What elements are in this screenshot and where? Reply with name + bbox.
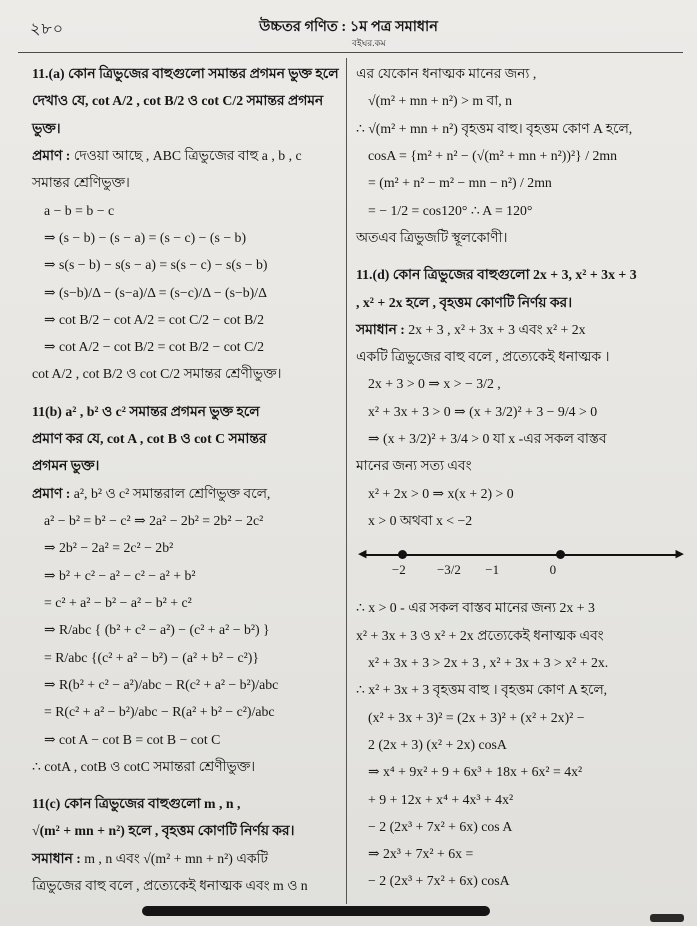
math-line: ⇒ cot B/2 − cot A/2 = cot C/2 − cot B/2 <box>44 311 265 327</box>
body-text-line: অতএব ত্রিভুজটি স্থূলকোণী। <box>356 229 508 245</box>
math-line: ⇒ cot A − cot B = cot B − cot C <box>44 731 221 747</box>
math-line: = − 1/2 = cos120° ∴ A = 120° <box>368 202 533 218</box>
math-line: 2 (2x + 3) (x² + 2x) cosA <box>368 736 507 752</box>
left-arrow-icon: ◀ <box>358 547 367 561</box>
math-line: ⇒ R/abc { (b² + c² − a²) − (c² + a² − b²) } <box>44 622 270 638</box>
math-line: ⇒ 2x³ + 7x² + 6x = <box>368 846 474 862</box>
math-line: ⇒ b² + c² − a² − c² − a² + b² <box>44 567 196 583</box>
math-line: √(m² + mn + n²) > m বা, n <box>368 93 512 109</box>
math-line: ⇒ (s−b)/Δ − (s−a)/Δ = (s−c)/Δ − (s−b)/Δ <box>44 284 267 300</box>
number-line-tick-label: 0 <box>549 562 557 578</box>
left-column <box>32 60 340 899</box>
number-line-tick-label: −3/2 <box>436 562 461 578</box>
right-arrow-icon: ▶ <box>675 547 684 561</box>
body-text-line: x² + 3x + 3 ও x² + 2x প্রত্যেকেই ধনাত্মক এবং <box>356 627 604 643</box>
math-line: a − b = b − c <box>44 202 115 218</box>
math-line: a² − b² = b² − c² ⇒ 2a² − 2b² = 2b² − 2c² <box>44 513 264 528</box>
number-line-axis <box>364 554 678 556</box>
body-text-line: cot A/2 , cot B/2 ও cot C/2 সমান্তর শ্রেণীভুক্ত। <box>32 366 282 382</box>
scan-shadow-bar <box>142 906 490 916</box>
right-column <box>356 60 684 895</box>
number-line-diagram <box>360 542 682 590</box>
math-line: x² + 3x + 3 > 2x + 3 , x² + 3x + 3 > x² + 2x. <box>368 654 609 670</box>
body-text-line: এর যেকোন ধনাত্মক মানের জন্য , <box>356 66 537 81</box>
problem-heading-line: প্রগমন ভুক্ত। <box>32 458 100 474</box>
body-text-line: সমান্তর শ্রেণিভুক্ত। <box>32 175 130 191</box>
body-text-line: ত্রিভুজের বাহু বলে , প্রত্যেকেই ধনাত্মক এবং m ও n <box>32 878 308 894</box>
math-line: ⇒ (s − b) − (s − a) = (s − c) − (s − b) <box>44 229 247 245</box>
math-line: x > 0 অথবা x < −2 <box>368 513 473 528</box>
body-text-line: ∴ x² + 3x + 3 বৃহত্তম বাহু । বৃহত্তম কোণ A হলে, <box>356 682 608 698</box>
problem-heading-line: 11.(d) কোন ত্রিভুজের বাহুগুলো 2x + 3, x² + 3x + 3 <box>356 267 637 283</box>
body-text-line: প্রমাণ : দেওয়া আছে , ABC ত্রিভুজের বাহু a , b , c <box>32 147 302 163</box>
body-text-line: ∴ cotA , cotB ও cotC সমান্তরা শ্রেণীভুক্ত। <box>32 758 256 774</box>
math-line: cosA = {m² + n² − (√(m² + mn + n²))²} / 2mn <box>368 147 618 163</box>
bold-lead-label: সমাধান : <box>32 850 85 866</box>
math-line: ⇒ x⁴ + 9x² + 9 + 6x³ + 18x + 6x² = 4x² <box>368 764 583 780</box>
body-text-line: মানের জন্য সত্য এবং <box>356 458 472 474</box>
column-divider <box>346 58 347 904</box>
number-line-point <box>556 550 565 559</box>
math-line: = R(c² + a² − b²)/abc − R(a² + b² − c²)/abc <box>44 704 275 720</box>
body-text-line: সমাধান : 2x + 3 , x² + 3x + 3 এবং x² + 2x <box>356 321 586 337</box>
number-line-point <box>398 550 407 559</box>
problem-heading-line: 11(c) কোন ত্রিভুজের বাহুগুলো m , n , <box>32 796 241 812</box>
math-line: (x² + 3x + 3)² = (2x + 3)² + (x² + 2x)² − <box>368 709 585 725</box>
problem-heading-line: , x² + 2x হলে , বৃহত্তম কোণটি নির্ণয় কর। <box>356 294 573 310</box>
problem-heading-line: 11.(a) কোন ত্রিভুজের বাহুগুলো সমান্তর প্রগমন ভুক্ত হলে <box>32 66 339 81</box>
bold-lead-label: 11(c) <box>32 796 64 812</box>
scan-corner-mark <box>650 914 684 922</box>
page-number: ২৮০ <box>30 21 65 38</box>
math-line: ⇒ (x + 3/2)² + 3/4 > 0 যা x -এর সকল বাস্তব <box>368 431 607 447</box>
math-line: ⇒ cot A/2 − cot B/2 = cot B/2 − cot C/2 <box>44 339 265 355</box>
number-line-tick-label: −1 <box>485 562 500 578</box>
math-line: = (m² + n² − m² − mn − n²) / 2mn <box>368 175 552 191</box>
math-line: ⇒ R(b² + c² − a²)/abc − R(c² + a² − b²)/abc <box>44 676 279 692</box>
math-line: ⇒ s(s − b) − s(s − a) = s(s − c) − s(s − b) <box>44 257 268 273</box>
problem-heading-line: 11(b) a² , b² ও c² সমান্তর প্রগমন ভুক্ত হলে <box>32 403 260 419</box>
math-line: = c² + a² − b² − a² − b² + c² <box>44 594 192 610</box>
page-title: উচ্চতর গণিত : ১ম পত্র সমাধান <box>259 19 438 35</box>
problem-heading-line: প্রমাণ কর যে, cot A , cot B ও cot C সমান্তর <box>32 431 267 447</box>
body-text-line: প্রমাণ : a², b² ও c² সমান্তরাল শ্রেণিভুক্ত বলে, <box>32 485 271 501</box>
math-line: x² + 2x > 0 ⇒ x(x + 2) > 0 <box>368 485 514 501</box>
body-text-line: একটি ত্রিভুজের বাহু বলে , প্রত্যেকেই ধনাত্মক । <box>356 349 610 365</box>
bold-lead-label: প্রমাণ : <box>32 147 74 163</box>
math-line: − 2 (2x³ + 7x² + 6x) cos A <box>368 818 513 834</box>
header-rule <box>18 52 683 53</box>
math-line: + 9 + 12x + x⁴ + 4x³ + 4x² <box>368 791 514 807</box>
number-line-tick-label: −2 <box>391 562 406 578</box>
bold-lead-label: 11(b) <box>32 403 66 419</box>
math-line: x² + 3x + 3 > 0 ⇒ (x + 3/2)² + 3 − 9/4 > 0 <box>368 403 598 419</box>
site-watermark: বইঘর.কম <box>352 38 386 48</box>
math-line: 2x + 3 > 0 ⇒ x > − 3/2 , <box>368 376 501 392</box>
bold-lead-label: 11.(a) <box>32 66 69 81</box>
problem-heading-line: দেখাও যে, cot A/2 , cot B/2 ও cot C/2 সমান্তর প্রগমন ভুক্ত। <box>32 93 324 136</box>
math-line: − 2 (2x³ + 7x² + 6x) cosA <box>368 873 510 889</box>
body-text-line: ∴ √(m² + mn + n²) বৃহত্তম বাহু। বৃহত্তম কোণ A হলে, <box>356 120 633 136</box>
math-line: = R/abc {(c² + a² − b²) − (a² + b² − c²)} <box>44 649 259 665</box>
bold-lead-label: সমাধান : <box>356 321 409 337</box>
bold-lead-label: 11.(d) <box>356 267 393 283</box>
bold-lead-label: প্রমাণ : <box>32 485 74 501</box>
math-line: ⇒ 2b² − 2a² = 2c² − 2b² <box>44 540 174 556</box>
body-text-line: ∴ x > 0 - এর সকল বাস্তব মানের জন্য 2x + 3 <box>356 600 595 616</box>
problem-heading-line: √(m² + mn + n²) হলে , বৃহত্তম কোণটি নির্ণয় কর। <box>32 823 295 839</box>
body-text-line: সমাধান : m , n এবং √(m² + mn + n²) একটি <box>32 850 268 866</box>
